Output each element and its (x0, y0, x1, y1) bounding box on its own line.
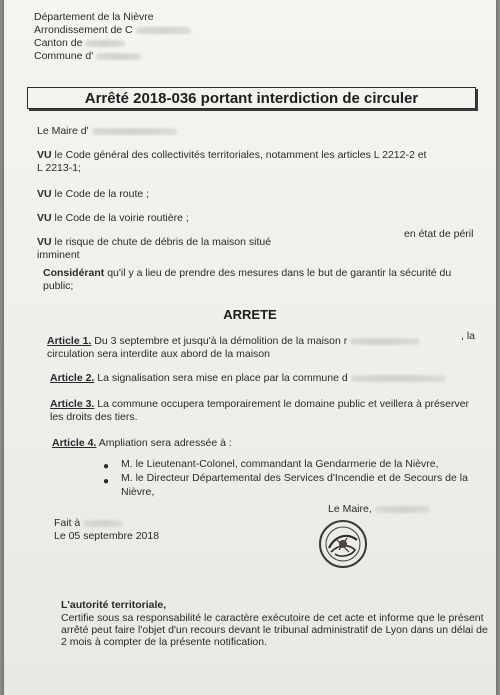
header-canton: Canton de (34, 37, 125, 49)
considerant-public: public; (43, 280, 74, 292)
footer-line3: 2 mois à compter de la présente notification. (61, 636, 268, 648)
vu-risque-peril: en état de péril (404, 228, 474, 240)
header-arrondissement: Arrondissement de C (34, 24, 191, 36)
signature-title: Le Maire, (328, 503, 430, 515)
vu-cgct: VU le Code général des collectivités territoriales, notamment les articles L 2212-2 et (37, 149, 427, 161)
vu-risque: VU le risque de chute de débris de la maison situé (37, 236, 272, 248)
article-3: Article 3. La commune occupera temporairement le domaine public et veillera à préserver (50, 398, 470, 410)
arrete-heading: ARRETE (223, 307, 277, 322)
maire-line: Le Maire d' (37, 125, 177, 137)
title-box (27, 87, 476, 109)
article-4: Article 4. Ampliation sera adressée à : (52, 437, 232, 449)
article-1-line2: circulation sera interdite aux abord de la maison (47, 348, 270, 360)
redacted-area (85, 40, 125, 47)
article-2: Article 2. La signalisation sera mise en place par la commune d (50, 372, 446, 384)
article-1: Article 1. Du 3 septembre et jusqu'à la démolition de la maison r (47, 335, 420, 347)
recipient-sdis-continued: Nièvre, (121, 486, 155, 498)
redacted-area (350, 338, 420, 345)
header-commune: Commune d' (34, 50, 141, 62)
footer-line2: arrêté peut faire l'objet d'un recours devant le tribunal administratif de Lyon dans un délai de (61, 624, 488, 636)
redacted-area (375, 506, 430, 513)
fait-a: Fait à (54, 517, 123, 529)
redacted-area (83, 520, 123, 527)
redacted-area (92, 128, 177, 135)
document-page (4, 0, 496, 695)
recipient-gendarmerie: M. le Lieutenant-Colonel, commandant la Gendarmerie de la Nièvre, (121, 458, 439, 470)
document-title: Arrêté 2018-036 portant interdiction de circuler (84, 90, 419, 107)
redacted-area (96, 53, 141, 60)
recipient-sdis: M. le Directeur Départemental des Services d'Incendie et de Secours de la (121, 472, 468, 484)
signature-date: Le 05 septembre 2018 (54, 530, 160, 542)
vu-code-voirie: VU le Code de la voirie routière ; (37, 212, 189, 224)
bullet-icon: ● (103, 476, 110, 487)
considerant-line: Considérant qu'il y a lieu de prendre des mesures dans le but de garantir la sécurité du (43, 267, 452, 279)
article-3-line2: les droits des tiers. (50, 411, 138, 423)
article-1-end: , la (461, 330, 476, 342)
redacted-area (351, 375, 446, 382)
vu-cgct-continued: L 2213-1; (37, 162, 81, 174)
mayor-seal-stamp (317, 518, 369, 570)
redacted-area (136, 27, 191, 34)
header-departement: Département de la Nièvre (34, 11, 154, 23)
footer-line1: Certifie sous sa responsabilité le caractère exécutoire de cet acte et informe que le présent (61, 612, 484, 624)
footer-heading: L'autorité territoriale, (61, 599, 167, 611)
bullet-icon: ● (103, 461, 110, 472)
vu-risque-imminent: imminent (37, 249, 80, 261)
vu-code-route: VU le Code de la route ; (37, 188, 150, 200)
